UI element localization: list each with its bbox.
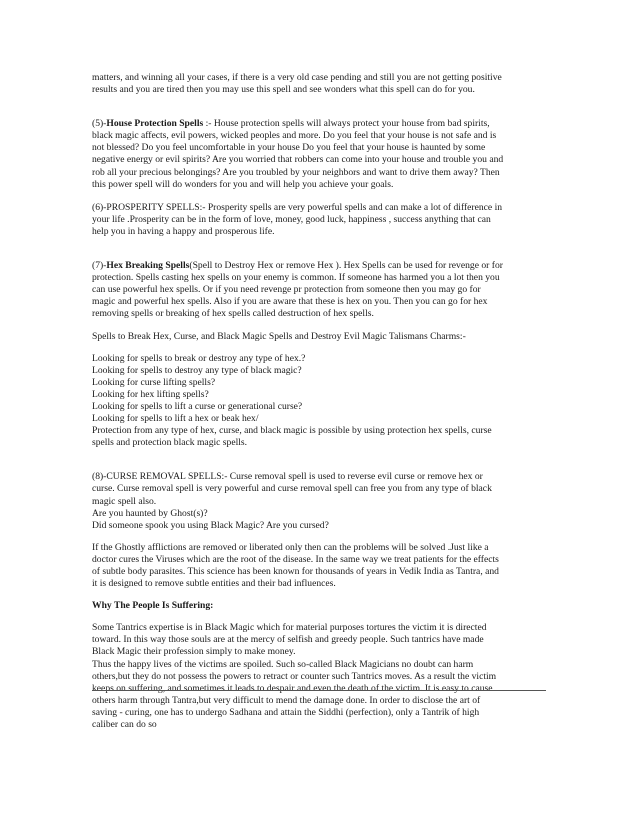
section-7-subheading xyxy=(92,331,548,343)
text-line: (8)-CURSE REMOVAL SPELLS:- Curse removal spell is used to reverse evil curse or remove hex or xyxy=(92,471,483,483)
text-line: caliber can do so xyxy=(92,719,157,731)
list-item: Looking for curse lifting spells? xyxy=(92,376,216,388)
text-line: Thus the happy lives of the victims are spoiled. Such so-called Black Magicians no doubt can harm xyxy=(92,658,474,670)
text-line: curse. Curse removal spell is very powerful and curse removal spell can free you from any type of black xyxy=(92,483,492,495)
intro-paragraph xyxy=(92,72,548,96)
text-line: Spells to Break Hex, Curse, and Black Magic Spells and Destroy Evil Magic Talismans Charms:- xyxy=(92,330,466,342)
suffering-paragraph xyxy=(92,622,548,731)
list-item: spells and protection black magic spells. xyxy=(92,437,248,449)
text-line: rob all your precious belongings? Are you troubled by your neighbors and want to drive them away? Then xyxy=(92,166,500,178)
text-line: protection. Spells casting hex spells on your enemy is common. If someone has harmed you a lot then you xyxy=(92,272,500,284)
text-line: Black Magic their profession simply to make money. xyxy=(92,646,296,658)
text-line: Did someone spook you using Black Magic? Are you cursed? xyxy=(92,519,329,531)
list-item: Looking for spells to lift a curse or generational curse? xyxy=(92,400,303,412)
text-line: black magic affects, evil powers, wicked peoples and more. Do you feel that your house is not safe and is xyxy=(92,130,497,142)
text-line: If the Ghostly afflictions are removed or liberated only then can the problems will be solved .Just like a xyxy=(92,541,489,553)
section-number: (5)- xyxy=(92,118,107,130)
suffering-heading-block xyxy=(92,600,548,612)
section-7-hex-breaking xyxy=(92,260,548,320)
text-line: keeps on suffering, and sometimes it leads to despair and even the death of the victim. It is easy to cause xyxy=(92,682,493,694)
text-line: saving - curing, one has to undergo Sadhana and attain the Siddhi (perfection), only a Tantrik of high xyxy=(92,706,480,718)
text-line: (6)-PROSPERITY SPELLS:- Prosperity spells are very powerful spells and can make a lot of difference in xyxy=(92,201,503,213)
text-line: of subtle body parasites. This science has been known for thousands of years in Vedik India as Tantra, and xyxy=(92,566,499,577)
section-5-house-protection xyxy=(92,118,548,191)
section-7-list xyxy=(92,353,548,450)
text-line: results and you are tired then you may use this spell and see wonders what this spell can do for you. xyxy=(92,84,475,96)
text-line: your life .Prosperity can be in the form of love, money, good luck, happiness , success anything that can xyxy=(92,213,491,225)
text-line: removing spells or breaking of hex spells called destruction of hex spells. xyxy=(92,308,374,320)
section-6-prosperity xyxy=(92,202,548,238)
text-line: negative energy or evil spirits? Are you worried that robbers can come into your house and trouble you and xyxy=(92,154,504,166)
document-page xyxy=(92,72,548,731)
ghostly-paragraph xyxy=(92,542,548,590)
text-line: doctor cures the Viruses which are the root of the disease. In the same way we treat patients for the effects xyxy=(92,553,499,565)
text-line: magic and powerful hex spells. Also if you are aware that these is hex on you. Then you can go for hex xyxy=(92,296,488,308)
text-line: help you in having a happy and prosperous life. xyxy=(92,225,275,237)
text-line: this power spell will do wonders for you and will help you achieve your goals. xyxy=(92,178,394,190)
text-line: others harm through Tantra,but very difficult to mend the damage done. In order to disclose the art of xyxy=(92,694,481,706)
text-line: magic spell also. xyxy=(92,495,157,507)
section-number: (7)- xyxy=(92,260,107,272)
text-line: toward. In this way those souls are at the mercy of selfish and greedy people. Such tantrics have made xyxy=(92,634,484,646)
list-item: Looking for spells to lift a hex or beak hex/ xyxy=(92,413,259,425)
text-line: matters, and winning all your cases, if there is a very old case pending and still you are not getting positive xyxy=(92,72,502,83)
text-line: Are you haunted by Ghost(s)? xyxy=(92,507,208,519)
section-heading: Hex Breaking Spells xyxy=(106,260,190,272)
list-item: Looking for spells to break or destroy any type of hex.? xyxy=(92,352,306,364)
list-item: Protection from any type of hex, curse, and black magic is possible by using protection hex spells, curse xyxy=(92,425,492,437)
text-line: not blessed? Do you feel uncomfortable in your house Do you feel that your house is haunted by some xyxy=(92,142,486,154)
list-item: Looking for spells to destroy any type of black magic? xyxy=(92,364,302,376)
section-8-curse-removal xyxy=(92,471,548,531)
text-line: it is designed to remove subtle entities and their bad influences. xyxy=(92,578,336,590)
list-item: Looking for hex lifting spells? xyxy=(92,388,209,400)
text-line: others,but they do not possess the powers to retract or counter such Tantrics moves. As a result the victim xyxy=(92,670,497,682)
text-line: :- House protection spells will always protect your house from bad spirits, xyxy=(203,118,490,130)
text-line: can use powerful hex spells. Or if you need revenge pr protection from someone then you may go for xyxy=(92,284,481,296)
text-line: Some Tantrics expertise is in Black Magic which for material purposes tortures the victim it is directed xyxy=(92,622,487,634)
section-heading: House Protection Spells xyxy=(106,118,204,130)
text-line: (Spell to Destroy Hex or remove Hex ). Hex Spells can be used for revenge or for xyxy=(189,260,503,272)
page-bottom-divider xyxy=(92,690,546,691)
section-heading: Why The People Is Suffering: xyxy=(92,600,214,612)
